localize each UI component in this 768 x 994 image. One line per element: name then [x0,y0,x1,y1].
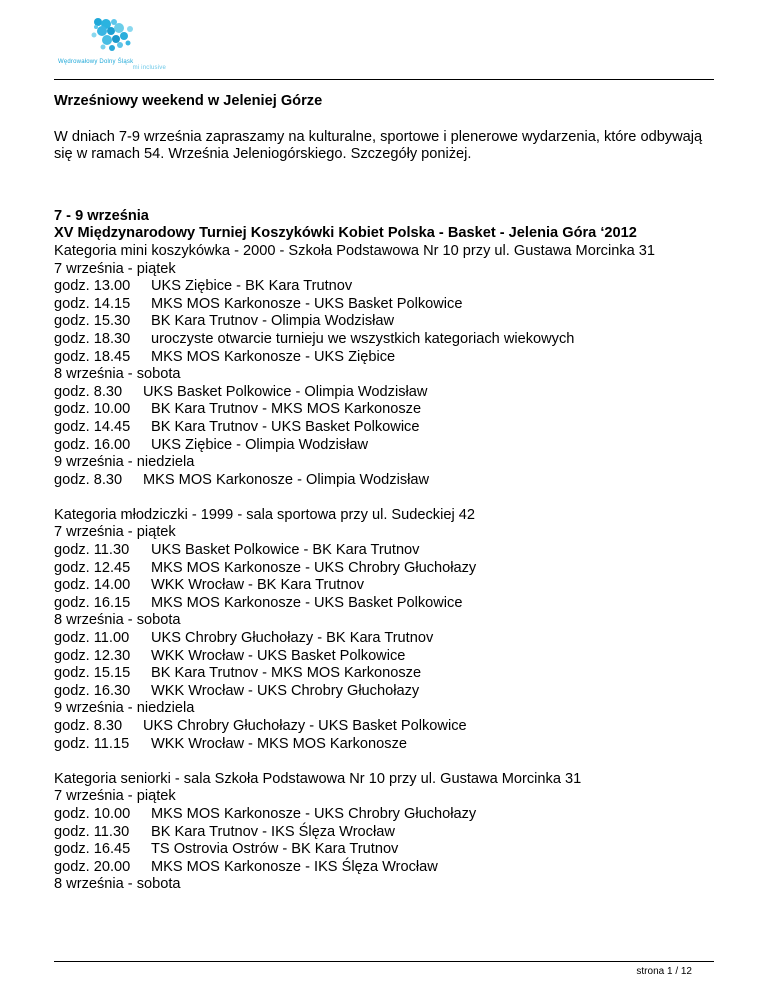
game-time: godz. 16.45 [54,841,131,858]
game-match: BK Kara Trutnov - Olimpia Wodzisław [151,313,395,330]
game-time: godz. 14.15 [54,295,131,312]
game-match: UKS Ziębice - BK Kara Trutnov [151,278,353,295]
game-time: godz. 15.15 [54,665,131,682]
game-time: godz. 11.30 [54,542,130,559]
game-time: godz. 12.30 [54,647,131,664]
game-time: godz. 20.00 [54,858,131,875]
logo-text [58,59,178,71]
game-row [54,683,714,701]
game-row [54,648,714,666]
day-heading: 8 września - sobota [54,366,181,383]
game-match: TS Ostrovia Ostrów - BK Kara Trutnov [151,841,399,858]
game-time: godz. 11.30 [54,823,130,840]
page-header [54,0,714,80]
logo-line-2: mi inclusive [132,65,166,71]
game-row [54,824,714,842]
game-time: godz. 18.30 [54,330,131,347]
article-intro: W dniach 7-9 września zapraszamy na kulturalne, sportowe i plenerowe wydarzenia, które odbywają się w ramach 54. Września Jeleniogórskiego. Szczegóły poniżej. [54,128,703,163]
game-row [54,331,714,349]
game-time: godz. 8.30 [54,718,123,734]
game-time: godz. 16.30 [54,682,131,699]
game-row [54,472,714,490]
game-time: godz. 15.30 [54,313,131,330]
page-number: strona 1 / 12 [636,966,692,977]
game-match: UKS Chrobry Głuchołazy - UKS Basket Polkowice [143,718,467,734]
spacer [54,489,714,507]
game-match: MKS MOS Karkonosze - UKS Basket Polkowice [151,594,463,611]
game-row [54,560,714,578]
game-row [54,401,714,419]
article-title: Wrześniowy weekend w Jeleniej Górze [54,93,323,109]
game-match: MKS MOS Karkonosze - UKS Chrobry Głuchołazy [151,805,477,822]
game-row [54,296,714,314]
game-time: godz. 13.00 [54,278,131,295]
spacer [54,753,714,771]
day-heading: 7 września - piątek [54,788,176,805]
game-match: WKK Wrocław - UKS Basket Polkowice [151,647,406,664]
day-heading: 9 września - niedziela [54,454,195,471]
game-time: godz. 10.00 [54,805,131,822]
game-time: godz. 8.30 [54,383,123,400]
game-time: godz. 16.15 [54,594,131,611]
game-match: MKS MOS Karkonosze - Olimpia Wodzisław [143,471,430,488]
day-heading: 8 września - sobota [54,876,181,893]
game-match: BK Kara Trutnov - MKS MOS Karkonosze [151,665,422,682]
game-match: WKK Wrocław - UKS Chrobry Głuchołazy [151,682,420,699]
section-heading: Kategoria seniorki - sala Szkoła Podstawowa Nr 10 przy ul. Gustawa Morcinka 31 [54,770,582,787]
game-time: godz. 11.00 [54,630,130,647]
day-heading: 9 września - niedziela [54,700,195,717]
game-time: godz. 12.45 [54,559,131,576]
logo-line-1: Wędrowałowy Dolny Śląsk [58,59,134,65]
day-heading: 8 września - sobota [54,612,181,629]
game-time: godz. 8.30 [54,471,123,488]
day-heading: 7 września - piątek [54,524,176,541]
game-time: godz. 11.15 [54,735,130,752]
game-row [54,278,714,296]
game-row [54,437,714,455]
game-row [54,841,714,859]
article-content [54,93,714,894]
game-row [54,384,714,402]
game-row [54,577,714,595]
game-match: UKS Basket Polkowice - Olimpia Wodzisław [143,383,428,400]
game-match: UKS Ziębice - Olimpia Wodzisław [151,436,369,453]
game-match: uroczyste otwarcie turnieju we wszystkich kategoriach wiekowych [151,330,575,347]
game-row [54,419,714,437]
game-row [54,806,714,824]
page-footer [54,961,714,977]
game-match: MKS MOS Karkonosze - UKS Ziębice [151,348,396,365]
game-row [54,630,714,648]
section-heading: Kategoria młodziczki - 1999 - sala sportowa przy ul. Sudeckiej 42 [54,506,475,523]
game-time: godz. 18.45 [54,348,131,365]
event-dates: 7 - 9 września [54,207,149,224]
game-match: WKK Wrocław - BK Kara Trutnov [151,577,365,594]
game-match: UKS Chrobry Głuchołazy - BK Kara Trutnov [151,630,434,647]
game-time: godz. 10.00 [54,401,131,418]
game-match: MKS MOS Karkonosze - IKS Ślęza Wrocław [151,858,438,875]
game-match: MKS MOS Karkonosze - UKS Basket Polkowice [151,295,463,312]
game-row [54,595,714,613]
game-match: BK Kara Trutnov - IKS Ślęza Wrocław [151,823,395,840]
game-time: godz. 16.00 [54,436,131,453]
game-match: BK Kara Trutnov - UKS Basket Polkowice [151,418,420,435]
game-row [54,542,714,560]
game-row [54,718,714,736]
game-time: godz. 14.45 [54,418,131,435]
game-row [54,349,714,367]
event-name: XV Międzynarodowy Turniej Koszykówki Kobiet Polska - Basket - Jelenia Góra ‘2012 [54,225,637,242]
section-heading: Kategoria mini koszykówka - 2000 - Szkoła Podstawowa Nr 10 przy ul. Gustawa Morcinka 31 [54,242,656,259]
game-row [54,736,714,754]
game-match: UKS Basket Polkowice - BK Kara Trutnov [151,542,420,559]
game-time: godz. 14.00 [54,577,131,594]
game-row [54,665,714,683]
game-row [54,313,714,331]
day-heading: 7 września - piątek [54,260,176,277]
game-match: BK Kara Trutnov - MKS MOS Karkonosze [151,401,422,418]
game-match: MKS MOS Karkonosze - UKS Chrobry Głuchołazy [151,559,477,576]
game-row [54,859,714,877]
game-match: WKK Wrocław - MKS MOS Karkonosze [151,735,407,752]
